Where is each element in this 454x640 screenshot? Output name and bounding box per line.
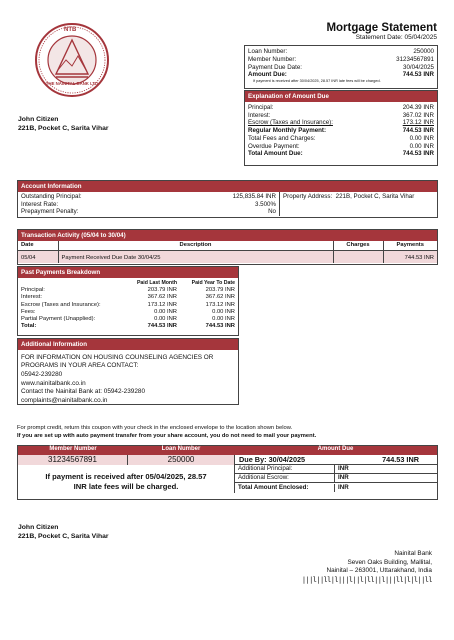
payment-coupon: Member Number Loan Number Amount Due 31234567891 250000 If payment is received after 05/04/2025, 28.57 INR late fees will be charged. Due By: 30/04/2025 744.53 INR Additional Principal: INR Additional Escrow: INR Total Amount Enclosed: INR xyxy=(17,445,438,500)
col-description: Description xyxy=(58,241,333,251)
explanation-title: Explanation of Amount Due xyxy=(245,91,437,102)
past-payments-title: Past Payments Breakdown xyxy=(18,267,238,278)
table-row: Total: 744.53 INR 744.53 INR xyxy=(21,323,235,330)
logo-ring-text: THE NAINITAL BANK LTD xyxy=(45,81,99,86)
account-info-title: Account Information xyxy=(18,181,437,192)
transaction-table xyxy=(18,241,437,263)
mail-to-name: John Citizen xyxy=(18,524,59,531)
loan-summary-box xyxy=(244,45,438,89)
coupon-due-amount: 744.53 INR xyxy=(382,454,419,464)
counseling-info: FOR INFORMATION ON HOUSING COUNSELING AGENCIES OR PROGRAMS IN YOUR AREA CONTACT: xyxy=(21,353,214,370)
col-date: Date xyxy=(18,241,58,251)
mail-to-block xyxy=(18,524,109,542)
mail-to-address: 221B, Pocket C, Sarita Vihar xyxy=(18,532,109,540)
coupon-loan-number: 250000 xyxy=(167,455,195,464)
complaints-email-link[interactable]: complaints@nainitalbank.co.in xyxy=(21,396,108,404)
logo-top-text: NTB xyxy=(64,27,77,33)
additional-info-box xyxy=(17,338,239,405)
coupon-loan-header: Loan Number xyxy=(161,446,201,452)
coupon-member-number: 31234567891 xyxy=(18,455,128,465)
property-address: Property Address: 221B, Pocket C, Sarita Vihar xyxy=(283,192,415,200)
coupon-late-note: If payment is received after 05/04/2025, 28.57 INR late fees will be charged. xyxy=(45,472,207,491)
bank-address-block xyxy=(302,550,432,585)
transaction-title: Transaction Activity (05/04 to 30/04) xyxy=(18,230,437,241)
borrower-name: John Citizen xyxy=(18,116,59,123)
statement-date: Statement Date: 05/04/2025 xyxy=(355,34,437,41)
loan-summary-row: Payment Due Date: 30/04/2025 xyxy=(248,63,434,71)
past-payments-box xyxy=(17,266,239,336)
loan-summary-row: Member Number: 31234567891 xyxy=(248,55,434,63)
bank-logo xyxy=(34,22,110,98)
loan-summary-row: Loan Number: 250000 xyxy=(248,48,434,55)
explanation-row: Total Fees and Charges: 0.00 INR xyxy=(248,134,434,142)
coupon-member-header: Member Number xyxy=(49,446,97,452)
account-info-row: Outstanding Principal: 125,835.84 INR xyxy=(21,192,276,200)
statement-title: Mortgage Statement xyxy=(326,22,437,34)
col-charges: Charges xyxy=(333,241,383,251)
explanation-box xyxy=(244,90,438,166)
loan-summary-row: Amount Due: 744.53 INR xyxy=(248,71,434,79)
col-payments: Payments xyxy=(396,241,424,248)
explanation-row: Interest: 367.02 INR xyxy=(248,111,434,119)
bank-address-line1: Seven Oaks Building, Mallital, xyxy=(347,558,432,566)
transaction-box xyxy=(17,229,438,265)
coupon-amount-header: Amount Due xyxy=(317,446,354,452)
table-row: 05/04 Payment Received Due Date 30/04/25 744.53 INR xyxy=(18,250,437,263)
explanation-row: Regular Monthly Payment: 744.53 INR xyxy=(248,127,434,134)
table-row: Principal: 203.79 INR 203.79 INR xyxy=(21,287,235,294)
auto-payment-note: If you are set up with auto payment transfer from your share account, you do not need to mail your payment. xyxy=(17,433,317,439)
account-info-box xyxy=(17,180,438,218)
contact-phone: Contact the Nainital Bank at: 05942-239280 xyxy=(21,388,145,396)
explanation-row: Escrow (Taxes and Insurance): 173.12 INR xyxy=(248,119,434,127)
col-paid-ytd: Paid Year To Date xyxy=(191,279,235,286)
coupon-instruction: For prompt credit, return this coupon with your check in the enclosed envelope to the location shown below. xyxy=(17,425,293,431)
coupon-due-date: Due By: 30/04/2025 xyxy=(239,454,306,464)
account-info-row: Interest Rate: 3.500% xyxy=(21,200,276,208)
explanation-row: Overdue Payment: 0.00 INR xyxy=(248,142,434,150)
table-row: Interest: 367.62 INR 367.62 INR xyxy=(21,294,235,301)
borrower-block xyxy=(18,116,109,134)
postal-barcode: |||l||ll|l|||l||l|ll||l|||ll|l|l||ll xyxy=(301,575,432,584)
total-enclosed-field[interactable]: INR xyxy=(338,484,349,492)
bank-name: Nainital Bank xyxy=(394,550,432,557)
explanation-row: Total Amount Due: 744.53 INR xyxy=(248,150,434,158)
bank-website-link[interactable]: www.nainitalbank.co.in xyxy=(21,379,86,387)
account-info-row: Prepayment Penalty: No xyxy=(21,208,276,216)
bank-address-line2: Nainital – 263001, Uttarakhand, India xyxy=(326,567,432,575)
additional-escrow-field[interactable]: INR xyxy=(338,474,349,482)
counseling-phone: 05942-239280 xyxy=(21,371,63,379)
table-row: Partial Payment (Unapplied): 0.00 INR 0.00 INR xyxy=(21,316,235,323)
borrower-address: 221B, Pocket C, Sarita Vihar xyxy=(18,124,109,132)
table-row: Escrow (Taxes and Insurance): 173.12 INR 173.12 INR xyxy=(21,301,235,308)
explanation-row: Principal: 204.39 INR xyxy=(248,103,434,111)
additional-principal-field[interactable]: INR xyxy=(338,465,349,473)
table-row: Fees: 0.00 INR 0.00 INR xyxy=(21,308,235,315)
late-fee-note: If payment is received after 30/04/2025, 28.57 INR late fees will be charged. xyxy=(253,79,381,83)
col-paid-last-month: Paid Last Month xyxy=(136,279,177,286)
additional-info-title: Additional Information xyxy=(18,339,238,350)
past-payments-table xyxy=(18,279,238,331)
